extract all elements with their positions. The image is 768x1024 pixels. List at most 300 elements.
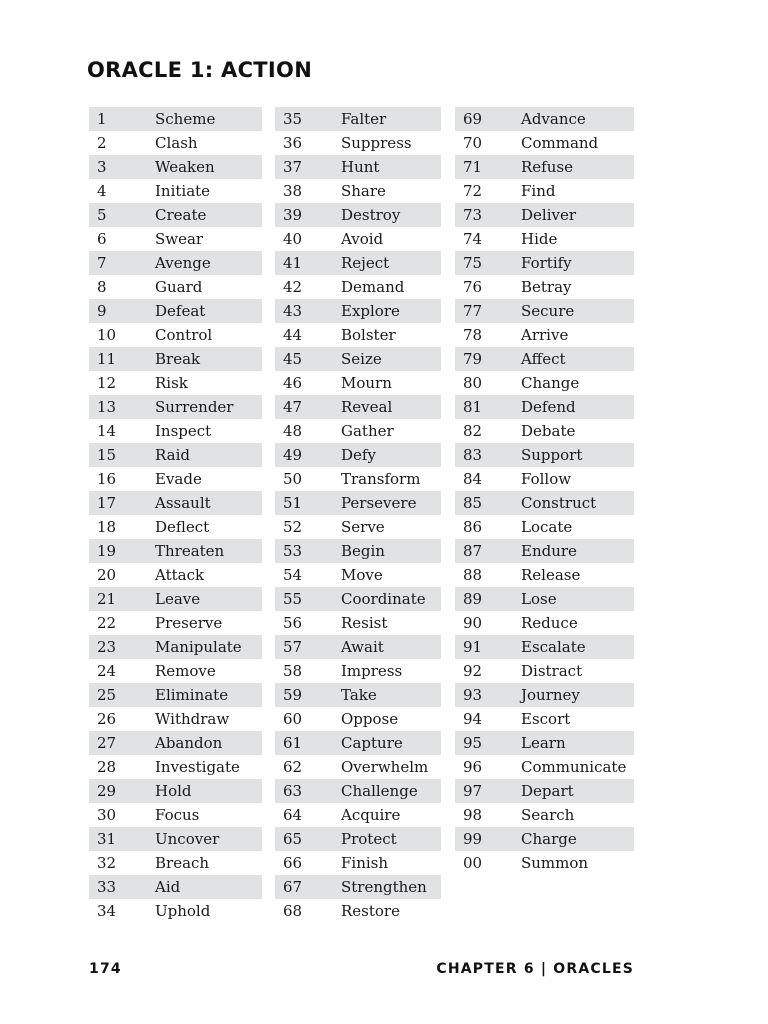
- action-word: Escalate: [521, 638, 586, 656]
- table-row: [455, 323, 634, 347]
- roll-number: 20: [97, 566, 117, 584]
- table-row: [89, 515, 262, 539]
- action-word: Fortify: [521, 254, 572, 272]
- table-row: [275, 875, 441, 899]
- action-word: Advance: [521, 110, 586, 128]
- table-row: [455, 539, 634, 563]
- action-word: Hold: [155, 782, 192, 800]
- table-row: [275, 827, 441, 851]
- table-row: [455, 683, 634, 707]
- roll-number: 61: [283, 734, 303, 752]
- table-row: [455, 107, 634, 131]
- action-word: Begin: [341, 542, 385, 560]
- table-row: [275, 659, 441, 683]
- table-row: [455, 491, 634, 515]
- table-row: [455, 563, 634, 587]
- table-row: [89, 611, 262, 635]
- roll-number: 13: [97, 398, 117, 416]
- action-word: Seize: [341, 350, 382, 368]
- action-word: Hide: [521, 230, 558, 248]
- roll-number: 42: [283, 278, 303, 296]
- action-word: Acquire: [341, 806, 401, 824]
- table-row: [275, 275, 441, 299]
- roll-number: 69: [463, 110, 483, 128]
- roll-number: 40: [283, 230, 303, 248]
- table-row: [455, 659, 634, 683]
- action-word: Arrive: [521, 326, 569, 344]
- roll-number: 16: [97, 470, 117, 488]
- roll-number: 67: [283, 878, 303, 896]
- action-word: Inspect: [155, 422, 212, 440]
- table-row: [89, 227, 262, 251]
- roll-number: 99: [463, 830, 483, 848]
- roll-number: 36: [283, 134, 303, 152]
- table-row: [89, 467, 262, 491]
- action-word: Breach: [155, 854, 210, 872]
- action-word: Assault: [155, 494, 211, 512]
- roll-number: 38: [283, 182, 303, 200]
- roll-number: 58: [283, 662, 303, 680]
- action-word: Hunt: [341, 158, 380, 176]
- roll-number: 62: [283, 758, 303, 776]
- action-word: Defeat: [155, 302, 206, 320]
- table-row: [275, 443, 441, 467]
- action-word: Journey: [521, 686, 580, 704]
- table-row: [455, 131, 634, 155]
- table-row: [275, 851, 441, 875]
- action-word: Deflect: [155, 518, 210, 536]
- table-row: [455, 371, 634, 395]
- roll-number: 22: [97, 614, 117, 632]
- roll-number: 14: [97, 422, 117, 440]
- roll-number: 47: [283, 398, 303, 416]
- action-word: Lose: [521, 590, 557, 608]
- table-row: [455, 347, 634, 371]
- roll-number: 24: [97, 662, 117, 680]
- table-row: [455, 731, 634, 755]
- action-word: Capture: [341, 734, 403, 752]
- roll-number: 6: [97, 230, 107, 248]
- table-row: [89, 755, 262, 779]
- action-word: Mourn: [341, 374, 392, 392]
- chapter-label: CHAPTER 6 | ORACLES: [436, 961, 634, 977]
- action-word: Move: [341, 566, 383, 584]
- roll-number: 10: [97, 326, 117, 344]
- table-row: [89, 731, 262, 755]
- roll-number: 18: [97, 518, 117, 536]
- table-row: [455, 275, 634, 299]
- action-word: Initiate: [155, 182, 211, 200]
- table-row: [455, 443, 634, 467]
- roll-number: 25: [97, 686, 117, 704]
- action-word: Scheme: [155, 110, 216, 128]
- roll-number: 82: [463, 422, 483, 440]
- table-row: [275, 539, 441, 563]
- table-row: [275, 707, 441, 731]
- table-row: [455, 203, 634, 227]
- action-word: Demand: [341, 278, 405, 296]
- action-word: Gather: [341, 422, 394, 440]
- roll-number: 15: [97, 446, 117, 464]
- table-row: [455, 395, 634, 419]
- action-word: Falter: [341, 110, 387, 128]
- table-row: [89, 251, 262, 275]
- table-row: [89, 491, 262, 515]
- action-word: Release: [521, 566, 581, 584]
- roll-number: 23: [97, 638, 117, 656]
- action-word: Persevere: [341, 494, 417, 512]
- table-row: [275, 803, 441, 827]
- action-word: Withdraw: [155, 710, 230, 728]
- roll-number: 33: [97, 878, 117, 896]
- table-row: [455, 467, 634, 491]
- action-word: Share: [341, 182, 386, 200]
- table-row: [455, 707, 634, 731]
- roll-number: 43: [283, 302, 303, 320]
- roll-number: 12: [97, 374, 117, 392]
- roll-number: 17: [97, 494, 117, 512]
- table-row: [89, 827, 262, 851]
- roll-number: 83: [463, 446, 483, 464]
- action-word: Search: [521, 806, 575, 824]
- table-row: [89, 779, 262, 803]
- oracle-column-3: [455, 107, 634, 875]
- action-word: Avenge: [155, 254, 211, 272]
- roll-number: 96: [463, 758, 483, 776]
- roll-number: 48: [283, 422, 303, 440]
- roll-number: 65: [283, 830, 303, 848]
- action-word: Learn: [521, 734, 566, 752]
- action-word: Debate: [521, 422, 576, 440]
- table-row: [455, 587, 634, 611]
- table-row: [89, 131, 262, 155]
- action-word: Escort: [521, 710, 571, 728]
- action-word: Destroy: [341, 206, 401, 224]
- table-row: [455, 611, 634, 635]
- table-row: [275, 299, 441, 323]
- table-row: [89, 563, 262, 587]
- table-row: [275, 611, 441, 635]
- roll-number: 64: [283, 806, 303, 824]
- action-word: Uphold: [155, 902, 211, 920]
- roll-number: 59: [283, 686, 303, 704]
- action-word: Command: [521, 134, 599, 152]
- roll-number: 71: [463, 158, 483, 176]
- roll-number: 85: [463, 494, 483, 512]
- action-word: Find: [521, 182, 556, 200]
- roll-number: 78: [463, 326, 483, 344]
- table-row: [89, 659, 262, 683]
- roll-number: 44: [283, 326, 303, 344]
- table-row: [89, 323, 262, 347]
- table-row: [89, 155, 262, 179]
- roll-number: 76: [463, 278, 483, 296]
- table-row: [455, 635, 634, 659]
- table-row: [89, 395, 262, 419]
- action-word: Endure: [521, 542, 577, 560]
- action-word: Support: [521, 446, 583, 464]
- action-word: Attack: [155, 566, 205, 584]
- roll-number: 30: [97, 806, 117, 824]
- roll-number: 66: [283, 854, 303, 872]
- roll-number: 29: [97, 782, 117, 800]
- roll-number: 79: [463, 350, 483, 368]
- action-word: Distract: [521, 662, 583, 680]
- roll-number: 84: [463, 470, 483, 488]
- action-word: Reveal: [341, 398, 393, 416]
- table-row: [455, 419, 634, 443]
- roll-number: 28: [97, 758, 117, 776]
- table-row: [89, 539, 262, 563]
- roll-number: 81: [463, 398, 483, 416]
- action-word: Investigate: [155, 758, 240, 776]
- action-word: Leave: [155, 590, 201, 608]
- roll-number: 73: [463, 206, 483, 224]
- table-row: [455, 779, 634, 803]
- action-word: Defy: [341, 446, 376, 464]
- table-row: [275, 155, 441, 179]
- action-word: Raid: [155, 446, 190, 464]
- table-row: [89, 851, 262, 875]
- table-row: [275, 227, 441, 251]
- action-word: Take: [341, 686, 377, 704]
- table-row: [89, 299, 262, 323]
- action-word: Clash: [155, 134, 198, 152]
- roll-number: 77: [463, 302, 483, 320]
- action-word: Reduce: [521, 614, 578, 632]
- roll-number: 19: [97, 542, 117, 560]
- roll-number: 4: [97, 182, 107, 200]
- action-word: Depart: [521, 782, 574, 800]
- action-word: Remove: [155, 662, 216, 680]
- roll-number: 56: [283, 614, 303, 632]
- roll-number: 74: [463, 230, 483, 248]
- action-word: Challenge: [341, 782, 418, 800]
- roll-number: 34: [97, 902, 117, 920]
- roll-number: 72: [463, 182, 483, 200]
- table-row: [275, 683, 441, 707]
- action-word: Serve: [341, 518, 385, 536]
- action-word: Refuse: [521, 158, 573, 176]
- table-row: [275, 323, 441, 347]
- roll-number: 8: [97, 278, 107, 296]
- action-word: Betray: [521, 278, 572, 296]
- table-row: [275, 251, 441, 275]
- roll-number: 80: [463, 374, 483, 392]
- action-word: Risk: [155, 374, 188, 392]
- roll-number: 49: [283, 446, 303, 464]
- roll-number: 55: [283, 590, 303, 608]
- table-row: [275, 371, 441, 395]
- action-word: Bolster: [341, 326, 396, 344]
- action-word: Summon: [521, 854, 589, 872]
- roll-number: 27: [97, 734, 117, 752]
- table-row: [275, 779, 441, 803]
- table-row: [275, 107, 441, 131]
- table-row: [455, 515, 634, 539]
- table-row: [89, 707, 262, 731]
- table-row: [89, 443, 262, 467]
- roll-number: 86: [463, 518, 483, 536]
- roll-number: 63: [283, 782, 303, 800]
- action-word: Resist: [341, 614, 388, 632]
- roll-number: 98: [463, 806, 483, 824]
- table-row: [275, 563, 441, 587]
- action-word: Deliver: [521, 206, 577, 224]
- roll-number: 54: [283, 566, 303, 584]
- action-word: Affect: [521, 350, 566, 368]
- roll-number: 68: [283, 902, 303, 920]
- roll-number: 97: [463, 782, 483, 800]
- roll-number: 7: [97, 254, 107, 272]
- action-word: Evade: [155, 470, 202, 488]
- roll-number: 57: [283, 638, 303, 656]
- table-row: [89, 899, 262, 923]
- action-word: Explore: [341, 302, 400, 320]
- roll-number: 91: [463, 638, 483, 656]
- roll-number: 95: [463, 734, 483, 752]
- action-word: Secure: [521, 302, 575, 320]
- roll-number: 2: [97, 134, 107, 152]
- roll-number: 21: [97, 590, 117, 608]
- roll-number: 41: [283, 254, 303, 272]
- table-row: [275, 731, 441, 755]
- action-word: Charge: [521, 830, 577, 848]
- table-row: [455, 851, 634, 875]
- table-row: [275, 395, 441, 419]
- action-word: Suppress: [341, 134, 412, 152]
- roll-number: 46: [283, 374, 303, 392]
- table-row: [455, 179, 634, 203]
- action-word: Restore: [341, 902, 400, 920]
- roll-number: 32: [97, 854, 117, 872]
- roll-number: 50: [283, 470, 303, 488]
- action-word: Swear: [155, 230, 204, 248]
- action-word: Control: [155, 326, 213, 344]
- roll-number: 45: [283, 350, 303, 368]
- table-row: [275, 347, 441, 371]
- action-word: Eliminate: [155, 686, 229, 704]
- action-word: Transform: [341, 470, 421, 488]
- roll-number: 89: [463, 590, 483, 608]
- action-word: Focus: [155, 806, 200, 824]
- table-row: [89, 275, 262, 299]
- action-word: Await: [341, 638, 384, 656]
- action-word: Break: [155, 350, 201, 368]
- roll-number: 94: [463, 710, 483, 728]
- roll-number: 00: [463, 854, 483, 872]
- roll-number: 1: [97, 110, 107, 128]
- table-row: [89, 683, 262, 707]
- table-row: [455, 803, 634, 827]
- table-row: [275, 419, 441, 443]
- roll-number: 26: [97, 710, 117, 728]
- table-row: [455, 155, 634, 179]
- roll-number: 11: [97, 350, 117, 368]
- table-row: [275, 179, 441, 203]
- action-word: Strengthen: [341, 878, 427, 896]
- roll-number: 31: [97, 830, 117, 848]
- roll-number: 87: [463, 542, 483, 560]
- action-word: Follow: [521, 470, 572, 488]
- action-word: Finish: [341, 854, 389, 872]
- table-row: [275, 635, 441, 659]
- roll-number: 9: [97, 302, 107, 320]
- action-word: Protect: [341, 830, 397, 848]
- table-row: [89, 371, 262, 395]
- table-row: [89, 875, 262, 899]
- roll-number: 75: [463, 254, 483, 272]
- roll-number: 60: [283, 710, 303, 728]
- roll-number: 90: [463, 614, 483, 632]
- table-row: [275, 515, 441, 539]
- action-word: Abandon: [155, 734, 223, 752]
- table-row: [455, 299, 634, 323]
- action-word: Avoid: [341, 230, 384, 248]
- table-row: [89, 419, 262, 443]
- roll-number: 88: [463, 566, 483, 584]
- roll-number: 39: [283, 206, 303, 224]
- table-row: [89, 203, 262, 227]
- action-word: Preserve: [155, 614, 223, 632]
- table-row: [89, 635, 262, 659]
- action-word: Create: [155, 206, 207, 224]
- page-title: ORACLE 1: ACTION: [87, 58, 313, 82]
- table-row: [275, 491, 441, 515]
- action-word: Construct: [521, 494, 597, 512]
- action-word: Reject: [341, 254, 390, 272]
- roll-number: 70: [463, 134, 483, 152]
- action-word: Guard: [155, 278, 203, 296]
- table-row: [89, 803, 262, 827]
- roll-number: 93: [463, 686, 483, 704]
- action-word: Manipulate: [155, 638, 242, 656]
- table-row: [275, 587, 441, 611]
- table-row: [275, 755, 441, 779]
- action-word: Weaken: [155, 158, 215, 176]
- roll-number: 35: [283, 110, 303, 128]
- action-word: Defend: [521, 398, 576, 416]
- action-word: Communicate: [521, 758, 627, 776]
- page-number: 174: [89, 961, 122, 977]
- table-row: [275, 467, 441, 491]
- action-word: Change: [521, 374, 580, 392]
- roll-number: 5: [97, 206, 107, 224]
- roll-number: 52: [283, 518, 303, 536]
- table-row: [455, 227, 634, 251]
- table-row: [275, 203, 441, 227]
- action-word: Overwhelm: [341, 758, 429, 776]
- action-word: Locate: [521, 518, 573, 536]
- table-row: [89, 347, 262, 371]
- roll-number: 37: [283, 158, 303, 176]
- oracle-column-2: [275, 107, 441, 923]
- table-row: [275, 899, 441, 923]
- roll-number: 53: [283, 542, 303, 560]
- roll-number: 51: [283, 494, 303, 512]
- action-word: Uncover: [155, 830, 220, 848]
- action-word: Threaten: [155, 542, 225, 560]
- action-word: Impress: [341, 662, 403, 680]
- table-row: [89, 587, 262, 611]
- action-word: Coordinate: [341, 590, 426, 608]
- table-row: [455, 755, 634, 779]
- oracle-column-1: [89, 107, 262, 923]
- table-row: [455, 251, 634, 275]
- table-row: [275, 131, 441, 155]
- table-row: [455, 827, 634, 851]
- action-word: Oppose: [341, 710, 399, 728]
